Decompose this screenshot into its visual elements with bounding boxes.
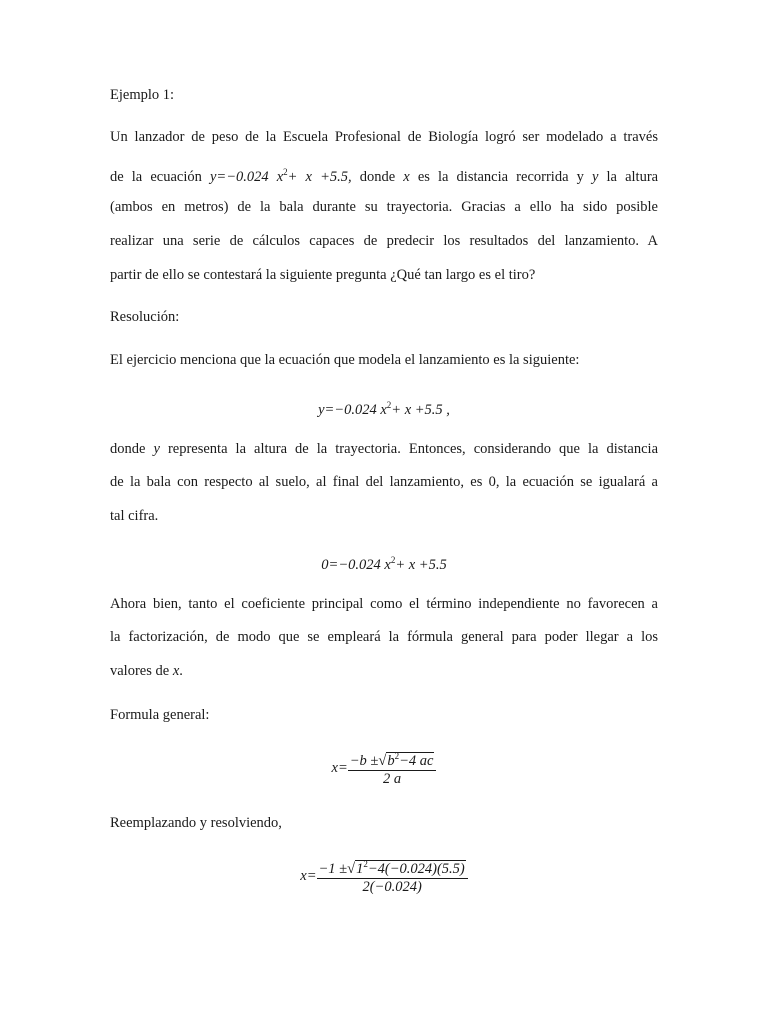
var-x: x <box>403 168 410 185</box>
formula-fraction: $\frac{-b \pm√b^2-4 ac}{2 a}$ <box>348 748 437 788</box>
paragraph-2-line-1: donde y representa la altura de la trayectoria. Entonces, considerando que la distancia <box>110 441 659 457</box>
quadratic-formula: x= $\frac{-b \pm√b^2-4 ac}{2 a}$ <box>110 748 658 788</box>
intro-line-5: partir de ello se contestará la siguiente pregunta ¿Qué tan largo es el tiro? <box>110 267 536 283</box>
intro-line-2 <box>110 163 658 186</box>
paragraph-3-line-3: valores de x. <box>110 663 183 679</box>
resolucion-label: Resolución: <box>110 309 180 325</box>
intro-l2-mid2: es la distancia recorrida y <box>417 168 584 185</box>
equation-2: 0=−0.024 $x^2+ x +5.5$ <box>321 555 447 573</box>
heading: Ejemplo 1: <box>110 87 175 103</box>
paragraph-2-line-3: tal cifra. <box>110 508 159 524</box>
intro-line-3: (ambos en metros) de la bala durante su trayectoria. Gracias a ello ha sido posible <box>110 199 658 215</box>
var-x: x <box>172 663 180 679</box>
var-y: y <box>153 441 160 457</box>
substituted-formula: x= $\frac{-1 \pm√1^2-4(-0.024)(5.5)}{2(-0.024)}$ <box>110 856 658 896</box>
equation-1: y=−0.024 $x^2+ x +5.5$ , <box>318 400 450 418</box>
paragraph-1: El ejercicio menciona que la ecuación que modela el lanzamiento es la siguiente: <box>110 352 580 368</box>
paragraph-3-line-1: Ahora bien, tanto el coeficiente principal como el término independiente no favorecen a <box>110 596 658 612</box>
intro-line-4: realizar una serie de cálculos capaces de predecir los resultados del lanzamiento. A <box>110 233 658 249</box>
paragraph-2-line-2: de la bala con respecto al suelo, al final del lanzamiento, es 0, la ecuación se igualará a <box>110 474 658 490</box>
inline-equation: y=−0.024 $x^2+ x +5.5$, <box>209 167 352 185</box>
formula-general-label: Formula general: <box>110 707 210 723</box>
var-y: y <box>591 168 599 185</box>
intro-l2-end: la altura <box>606 168 659 185</box>
intro-line-1: Un lanzador de peso de la Escuela Profesional de Biología logró ser modelado a través <box>110 129 658 145</box>
intro-l2-mid1: donde <box>359 168 396 185</box>
paragraph-3-line-2: la factorización, de modo que se empleará la fórmula general para poder llegar a los <box>110 629 658 645</box>
substituted-fraction: $\frac{-1 \pm√1^2-4(-0.024)(5.5)}{2(-0.024)}$ <box>317 856 468 896</box>
paragraph-4: Reemplazando y resolviendo, <box>110 815 282 831</box>
intro-l2-pre: de la ecuación <box>110 168 202 185</box>
